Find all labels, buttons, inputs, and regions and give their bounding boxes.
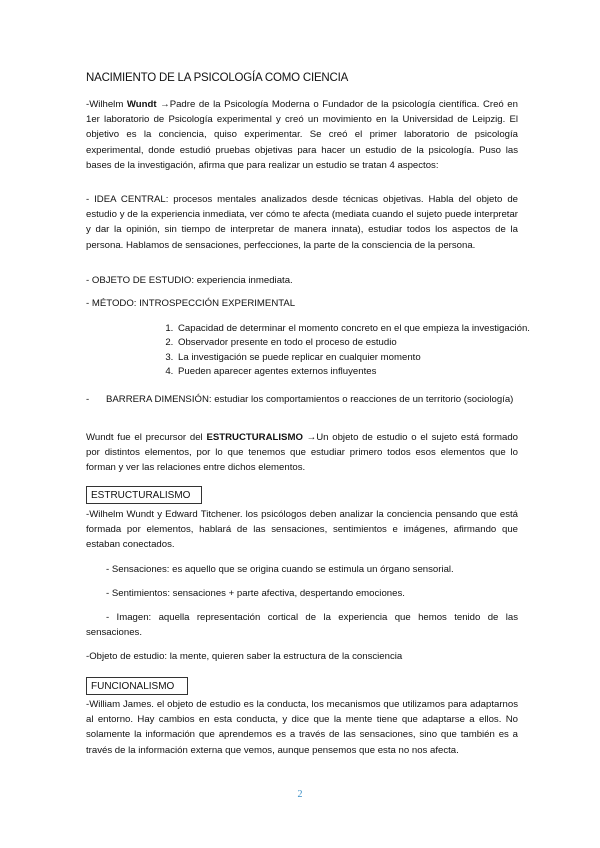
barrera-dash: -: [86, 394, 90, 405]
imagen-item: [86, 610, 518, 640]
wundt-name: Wundt: [126, 99, 157, 110]
method-step: 4. Pueden aparecer agentes externos influyentes: [176, 365, 544, 379]
precursor-text: →Un objeto de estudio o el sujeto está formado por distintos elementos, por lo que tenemos que estudiar primero todos esos elementos que lo forman y ver las relaciones entre dichos elementos.: [86, 432, 518, 474]
barrera-item: [86, 393, 518, 407]
funcionalismo-paragraph: -William James. el objeto de estudio es la conducta, los mecanismos que utilizamos para adaptarnos al entorno. Hay cambios en esta conducta, y dice que la mente tiene que adaptarse a ellos. No solamente la información que aprendemos es a través de las sensaciones, sino que también es a través de la información externa que vemos, aunque pensemos que esta no nos afecta.: [86, 699, 518, 756]
estructuralismo-objeto: -Objeto de estudio: la mente, quieren saber la estructura de la consciencia: [86, 651, 403, 662]
page-title: NACIMIENTO DE LA PSICOLOGÍA COMO CIENCIA: [86, 72, 349, 84]
idea-central-paragraph: - IDEA CENTRAL: procesos mentales analizados desde técnicas objetivas. Habla del objeto de estudio y de la experiencia inmediata, ver cómo te afecta (mediata cuando el sujeto puede interpretar y dar la opinión, sin tiempo de interpretar de manera innata), estudiar todos los aspectos de la persona. Hablamos de sensaciones, perfecciones, la parte de la consciencia de la persona.: [86, 194, 518, 251]
method-step: 1. Capacidad de determinar el momento concreto en el que empieza la investigación.: [176, 322, 544, 336]
barrera-text: BARRERA DIMENSIÓN: estudiar los comportamientos o reacciones de un territorio (sociología): [106, 394, 514, 405]
objeto-line: - OBJETO DE ESTUDIO: experiencia inmediata.: [86, 275, 293, 286]
estructuralismo-heading: ESTRUCTURALISMO: [86, 486, 202, 504]
precursor-paragraph: [86, 430, 518, 476]
imagen-text: - Imagen: aquella representación cortical de la experiencia que hemos tenido de las sensaciones.: [86, 612, 518, 639]
method-steps-list: [152, 322, 544, 380]
precursor-prefix: Wundt fue el precursor del: [86, 432, 207, 443]
intro-prefix: -Wilhelm: [86, 99, 127, 110]
method-step: 2. Observador presente en todo el proceso de estudio: [176, 336, 544, 350]
page-number: 2: [297, 789, 303, 800]
sensaciones-item: - Sensaciones: es aquello que se origina cuando se estimula un órgano sensorial.: [106, 564, 454, 575]
metodo-line: - MÉTODO: INTROSPECCIÓN EXPERIMENTAL: [86, 298, 296, 309]
intro-text: →Padre de la Psicología Moderna o Fundador de la psicología científica. Creó en 1er laboratorio de Psicología experimental y creó un movimiento en la Universidad de Leipzig. El objetivo es la conciencia, quiso experimentar. Se creó el primer laboratorio de psicología experimental, donde estudió pruebas objetivas para hacer un estudio de la psicología. Puso las bases de la investigación, afirma que para realizar un estudio se tratan 4 aspectos:: [86, 99, 518, 171]
method-step: 3. La investigación se puede replicar en cualquier momento: [176, 351, 544, 365]
estructuralismo-term: ESTRUCTURALISMO: [206, 432, 303, 443]
funcionalismo-heading: FUNCIONALISMO: [86, 677, 188, 695]
estructuralismo-intro: -Wilhelm Wundt y Edward Titchener. los psicólogos deben analizar la conciencia pensando que está formada por elementos, hablará de las sensaciones, sentimientos e imágenes, afirmando que estaban conectados.: [86, 509, 518, 551]
sentimientos-item: - Sentimientos: sensaciones + parte afectiva, despertando emociones.: [106, 588, 405, 599]
intro-paragraph: [86, 97, 518, 173]
